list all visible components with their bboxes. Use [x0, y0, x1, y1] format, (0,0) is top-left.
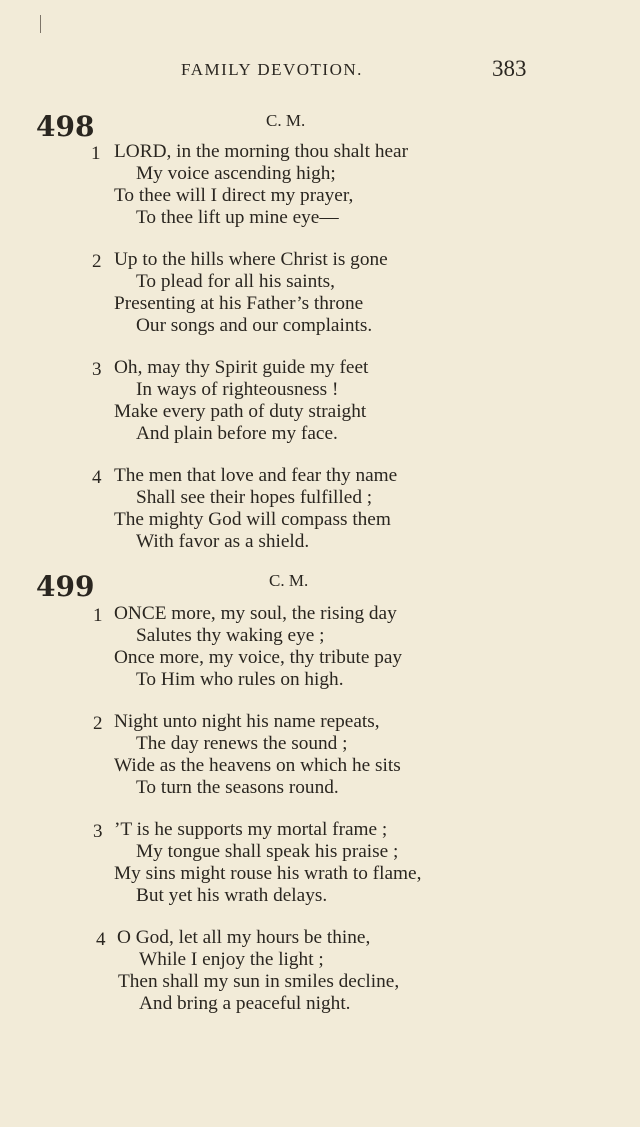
verse-line: ’T is he supports my mortal frame ; [114, 819, 388, 840]
verse-line: The day renews the sound ; [136, 733, 348, 754]
verse-number: 1 [93, 605, 103, 626]
verse-line: Night unto night his name repeats, [114, 711, 380, 732]
verse-line: But yet his wrath delays. [136, 885, 328, 906]
verse-line: While I enjoy the light ; [139, 949, 324, 970]
verse-line: Oh, may thy Spirit guide my feet [114, 357, 369, 378]
verse-line: Then shall my sun in smiles decline, [118, 971, 400, 992]
verse-line: My tongue shall speak his praise ; [136, 841, 399, 862]
verse-line: And bring a peaceful night. [139, 993, 351, 1014]
page-number: 383 [492, 56, 527, 81]
hymn-meter: C. M. [266, 111, 306, 130]
verse-line: My voice ascending high; [136, 163, 336, 184]
verse-line: My sins might rouse his wrath to flame, [114, 863, 422, 884]
running-head: FAMILY DEVOTION. [181, 60, 363, 79]
verse-line: In ways of righteousness ! [136, 379, 339, 400]
verse-line: Presenting at his Father’s throne [114, 293, 364, 314]
verse-line: And plain before my face. [136, 423, 338, 444]
verse-line: The men that love and fear thy name [114, 465, 398, 486]
verse-line: Once more, my voice, thy tribute pay [114, 647, 403, 668]
verse-number: 3 [93, 821, 103, 842]
verse-number: 4 [96, 929, 106, 950]
hymn-meter: C. M. [269, 571, 309, 590]
verse-line: To Him who rules on high. [136, 669, 344, 690]
verse-line: To thee will I direct my prayer, [114, 185, 354, 206]
verse-line: The mighty God will compass them [114, 509, 391, 530]
verse-number: 4 [92, 467, 102, 488]
verse-number: 2 [92, 251, 102, 272]
verse-line: O God, let all my hours be thine, [117, 927, 371, 948]
verse-line: With favor as a shield. [136, 531, 310, 552]
verse-line: LORD, in the morning thou shalt hear [114, 141, 408, 162]
verse-number: 2 [93, 713, 103, 734]
verse-line: To plead for all his saints, [136, 271, 335, 292]
verse-line: Wide as the heavens on which he sits [114, 755, 401, 776]
verse-line: Salutes thy waking eye ; [136, 625, 325, 646]
verse-line: ONCE more, my soul, the rising day [114, 603, 397, 624]
verse-line: Make every path of duty straight [114, 401, 367, 422]
verse-line: Shall see their hopes fulfilled ; [136, 487, 373, 508]
hymn-number: 499 [36, 570, 95, 603]
verse-number: 3 [92, 359, 102, 380]
verse-number: 1 [91, 143, 101, 164]
verse-line: To turn the seasons round. [136, 777, 339, 798]
page-edge-mark [40, 15, 41, 33]
verse-line: Our songs and our complaints. [136, 315, 373, 336]
hymn-number: 498 [36, 110, 95, 143]
verse-line: To thee lift up mine eye— [136, 207, 339, 228]
verse-line: Up to the hills where Christ is gone [114, 249, 388, 270]
